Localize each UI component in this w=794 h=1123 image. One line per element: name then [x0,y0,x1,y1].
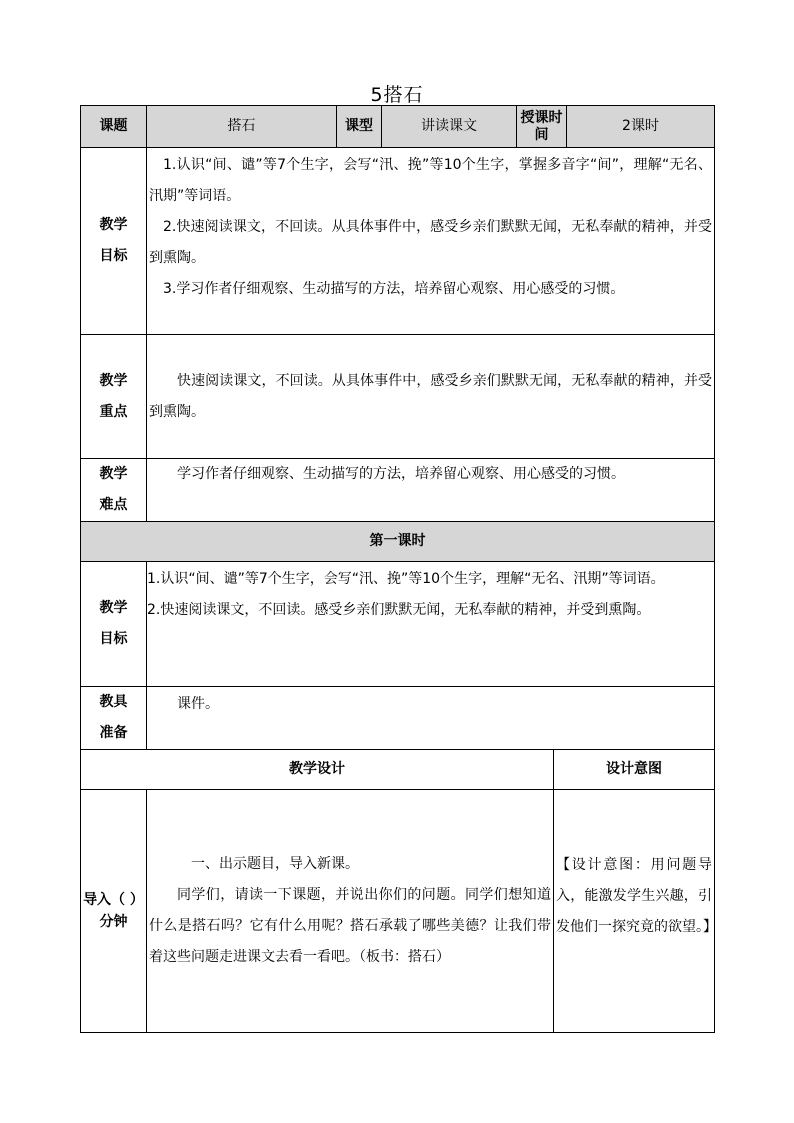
intro-intent [554,790,715,1033]
difficulties-content [147,459,715,522]
tools-content [147,687,715,750]
intro-intent-text: 【设计意图：用问题导入，能激发学生兴趣，引发他们一探究竟的欲望。】 [556,856,717,935]
tools-label [81,687,147,750]
objective-item: 3.学习作者仔细观察、生动描写的方法，培养留心观察、用心感受的习惯。 [163,281,625,297]
first-lesson-heading: 第一课时 [81,522,715,562]
time-value: 2课时 [567,106,715,148]
objective-item: 2.快速阅读课文，不回读。从具体事件中，感受乡亲们默默无闻，无私奉献的精神，并受到熏陶。 [149,219,712,266]
objectives-label [81,148,147,335]
type-value: 讲读课文 [382,106,517,148]
intent-heading: 设计意图 [554,750,715,790]
first-lesson-heading-row [81,522,715,562]
intro-label [81,790,147,1033]
design-heading-row [81,750,715,790]
tools-value: 课件。 [177,696,219,712]
intro-title: 一、出示题目，导入新课。 [191,856,359,872]
key-points-label [81,335,147,459]
intro-label-text: 导入（ ）分钟 [83,892,144,930]
key-points-content [147,335,715,459]
objectives-label-text: 教学目标 [99,217,128,264]
intro-text: 同学们，请读一下课题，并说出你们的问题。同学们想知道什么是搭石吗？它有什么用呢？搭石承载了哪些美德？让我们带着这些问题走进课文去看一看吧。（板书：搭石） [149,887,551,965]
first-lesson-objectives-label [81,562,147,687]
key-points-row [81,335,715,459]
tools-row [81,687,715,750]
type-label: 课型 [337,106,382,148]
difficulties-label [81,459,147,522]
tools-label-text: 教具准备 [99,694,128,741]
first-lesson-objectives-content [147,562,715,687]
intro-content [147,790,554,1033]
difficulties-text: 学习作者仔细观察、生动描写的方法，培养留心观察、用心感受的习惯。 [177,466,625,482]
objectives-content [147,148,715,335]
objective-item: 1.认识“间、谴”等7个生字，会写“汛、挽”等10个生字，掌握多音字“间”，理解“无名、汛期”等词语。 [149,157,712,204]
time-label: 授课时间 [517,106,567,148]
difficulties-label-text: 教学难点 [99,466,128,513]
first-lesson-objective-item: 1.认识“间、谴”等7个生字，会写“汛、挽”等10个生字，理解“无名、汛期”等词语。 [147,571,665,587]
topic-label: 课题 [81,106,147,148]
first-lesson-objectives-label-text: 教学目标 [99,600,128,647]
design-heading: 教学设计 [81,750,554,790]
topic-value: 搭石 [147,106,337,148]
first-lesson-objectives-row [81,562,715,687]
objectives-row [81,148,715,335]
intro-row [81,790,715,1033]
key-points-text: 快速阅读课文，不回读。从具体事件中，感受乡亲们默默无闻，无私奉献的精神，并受到熏陶。 [149,372,712,420]
header-row [81,106,715,148]
difficulties-row [81,459,715,522]
first-lesson-objective-item: 2.快速阅读课文，不回读。感受乡亲们默默无闻，无私奉献的精神，并受到熏陶。 [147,602,651,618]
lesson-plan-table [80,105,715,1033]
page-title: 5搭石 [370,84,424,106]
key-points-label-text: 教学重点 [99,372,128,420]
